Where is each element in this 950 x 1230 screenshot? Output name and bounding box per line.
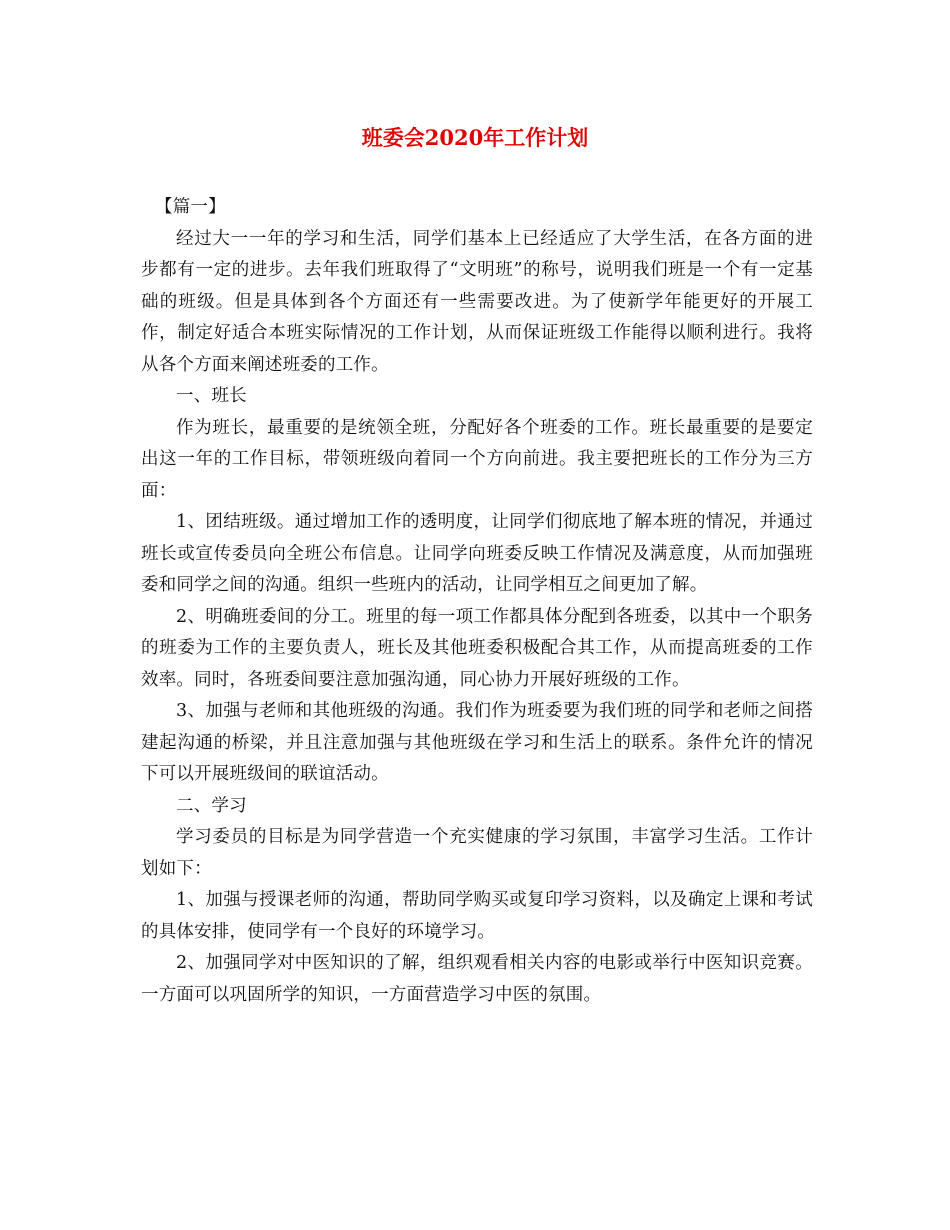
study-item-2: 2、加强同学对中医知识的了解，组织观看相关内容的电影或举行中医知识竞赛。一方面可以巩固所学的知识，一方面营造学习中医的氛围。: [141, 953, 813, 1005]
heading-study: 二、学习: [176, 795, 247, 816]
intro-paragraph: 经过大一一年的学习和生活，同学们基本上已经适应了大学生活，在各方面的进步都有一定的进步。去年我们班取得了“文明班”的称号，说明我们班是一个有一定基础的班级。但是具体到各个方面还有一些需要改进。为了使新学年能更好的开展工作，制定好适合本班实际情况的工作计划，从而保证班级工作能得以顺利进行。我将从各个方面来阐述班委的工作。: [141, 228, 813, 375]
monitor-item-2: 2、明确班委间的分工。班里的每一项工作都具体分配到各班委，以其中一个职务的班委为工作的主要负责人，班长及其他班委积极配合其工作，从而提高班委的工作效率。同时，各班委间要注意加强沟通，同心协力开展好班级的工作。: [141, 606, 813, 690]
section-tag: 【篇一】: [155, 197, 226, 217]
document-title: 班委会2020年工作计划: [361, 125, 589, 150]
monitor-item-3: 3、加强与老师和其他班级的沟通。我们作为班委要为我们班的同学和老师之间搭建起沟通的桥梁，并且注意加强与其他班级在学习和生活上的联系。条件允许的情况下可以开展班级间的联谊活动。: [141, 701, 813, 784]
study-item-1: 1、加强与授课老师的沟通，帮助同学购买或复印学习资料，以及确定上课和考试的具体安排，使同学有一个良好的环境学习。: [141, 890, 813, 942]
monitor-item-1: 1、团结班级。通过增加工作的透明度，让同学们彻底地了解本班的情况，并通过班长或宣传委员向全班公布信息。让同学向班委反映工作情况及满意度，从而加强班委和同学之间的沟通。组织一些班内的活动，让同学相互之间更加了解。: [141, 512, 813, 595]
document-body: [141, 192, 813, 1011]
study-paragraph: 学习委员的目标是为同学营造一个充实健康的学习氛围，丰富学习生活。工作计划如下：: [141, 827, 813, 879]
heading-monitor: 一、班长: [176, 386, 247, 406]
monitor-paragraph: 作为班长，最重要的是统领全班，分配好各个班委的工作。班长最重要的是要定出这一年的工作目标，带领班级向着同一个方向前进。我主要把班长的工作分为三方面：: [141, 417, 813, 501]
